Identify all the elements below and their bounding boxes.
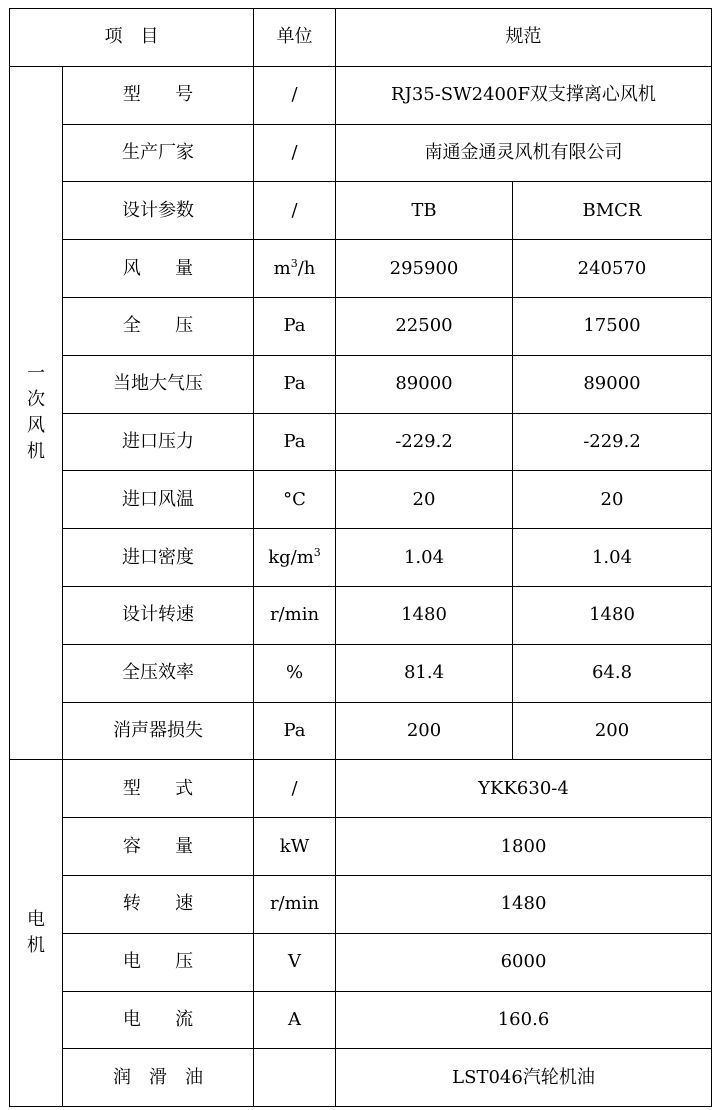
bmcr-cell: 89000 <box>513 355 712 413</box>
item-cell: 当地大气压 <box>63 355 254 413</box>
item-cell: 全压 <box>63 297 254 355</box>
item-cell: 风量 <box>63 240 254 298</box>
spec-cell: YKK630-4 <box>336 760 712 818</box>
table-row <box>10 586 712 644</box>
spec-cell: RJ35-SW2400F双支撑离心风机 <box>336 66 712 124</box>
spec-cell: 南通金通灵风机有限公司 <box>336 124 712 182</box>
spec-cell: LST046汽轮机油 <box>336 1049 712 1107</box>
item-cell: 设计转速 <box>63 586 254 644</box>
header-unit-label: 单位 <box>276 26 313 48</box>
item-cell: 型式 <box>63 760 254 818</box>
unit-cell: Pa <box>254 702 336 760</box>
item-cell: 容量 <box>63 818 254 876</box>
table-row <box>10 529 712 587</box>
unit-cell: / <box>254 182 336 240</box>
header-row <box>10 9 712 67</box>
tb-cell: 295900 <box>336 240 513 298</box>
tb-cell: TB <box>336 182 513 240</box>
tb-cell: 20 <box>336 471 513 529</box>
spec-cell: 1800 <box>336 818 712 876</box>
item-cell: 全压效率 <box>63 644 254 702</box>
table-row <box>10 355 712 413</box>
bmcr-cell: 20 <box>513 471 712 529</box>
bmcr-cell: -229.2 <box>513 413 712 471</box>
table-row <box>10 124 712 182</box>
header-unit <box>254 9 336 67</box>
item-cell: 润滑油 <box>63 1049 254 1107</box>
unit-cell: / <box>254 66 336 124</box>
table-row <box>10 182 712 240</box>
tb-cell: 200 <box>336 702 513 760</box>
item-cell: 进口风温 <box>63 471 254 529</box>
table-row <box>10 760 712 818</box>
table-row <box>10 818 712 876</box>
group-fan-label: 一次风机 <box>26 363 45 463</box>
item-cell: 进口压力 <box>63 413 254 471</box>
group-fan <box>10 66 63 760</box>
tb-cell: -229.2 <box>336 413 513 471</box>
item-cell: 消声器损失 <box>63 702 254 760</box>
unit-cell: kW <box>254 818 336 876</box>
table-row <box>10 875 712 933</box>
unit-cell: A <box>254 991 336 1049</box>
table-row <box>10 644 712 702</box>
table-row <box>10 240 712 298</box>
table-row <box>10 66 712 124</box>
unit-cell: V <box>254 933 336 991</box>
bmcr-cell: 1480 <box>513 586 712 644</box>
header-spec-label: 规范 <box>505 26 542 48</box>
table-row <box>10 991 712 1049</box>
item-cell: 型号 <box>63 66 254 124</box>
unit-cell: Pa <box>254 355 336 413</box>
tb-cell: 81.4 <box>336 644 513 702</box>
unit-cell: r/min <box>254 875 336 933</box>
group-motor <box>10 760 63 1107</box>
bmcr-cell: 200 <box>513 702 712 760</box>
unit-cell: % <box>254 644 336 702</box>
tb-cell: 1480 <box>336 586 513 644</box>
group-motor-label: 电机 <box>26 909 45 957</box>
header-item <box>10 9 254 67</box>
table-row <box>10 933 712 991</box>
spec-cell: 160.6 <box>336 991 712 1049</box>
header-spec <box>336 9 712 67</box>
unit-cell: Pa <box>254 413 336 471</box>
unit-cell: / <box>254 760 336 818</box>
tb-cell: 89000 <box>336 355 513 413</box>
item-cell: 电流 <box>63 991 254 1049</box>
item-cell: 设计参数 <box>63 182 254 240</box>
unit-cell <box>254 1049 336 1107</box>
tb-cell: 1.04 <box>336 529 513 587</box>
unit-cell: °C <box>254 471 336 529</box>
table-row <box>10 1049 712 1107</box>
bmcr-cell: BMCR <box>513 182 712 240</box>
unit-cell: $kg/m^3$ <box>254 529 336 587</box>
item-cell: 电压 <box>63 933 254 991</box>
item-cell: 转速 <box>63 875 254 933</box>
spec-cell: 1480 <box>336 875 712 933</box>
bmcr-cell: 1.04 <box>513 529 712 587</box>
unit-cell: r/min <box>254 586 336 644</box>
bmcr-cell: 240570 <box>513 240 712 298</box>
header-item-label: 项 目 <box>104 26 159 48</box>
unit-cell: Pa <box>254 297 336 355</box>
bmcr-cell: 64.8 <box>513 644 712 702</box>
tb-cell: 22500 <box>336 297 513 355</box>
table-row <box>10 413 712 471</box>
item-cell: 进口密度 <box>63 529 254 587</box>
unit-cell: $m^3/h$ <box>254 240 336 298</box>
bmcr-cell: 17500 <box>513 297 712 355</box>
item-cell: 生产厂家 <box>63 124 254 182</box>
table-row <box>10 297 712 355</box>
table-row <box>10 471 712 529</box>
unit-cell: / <box>254 124 336 182</box>
table-row <box>10 702 712 760</box>
spec-table <box>9 8 712 1107</box>
spec-cell: 6000 <box>336 933 712 991</box>
